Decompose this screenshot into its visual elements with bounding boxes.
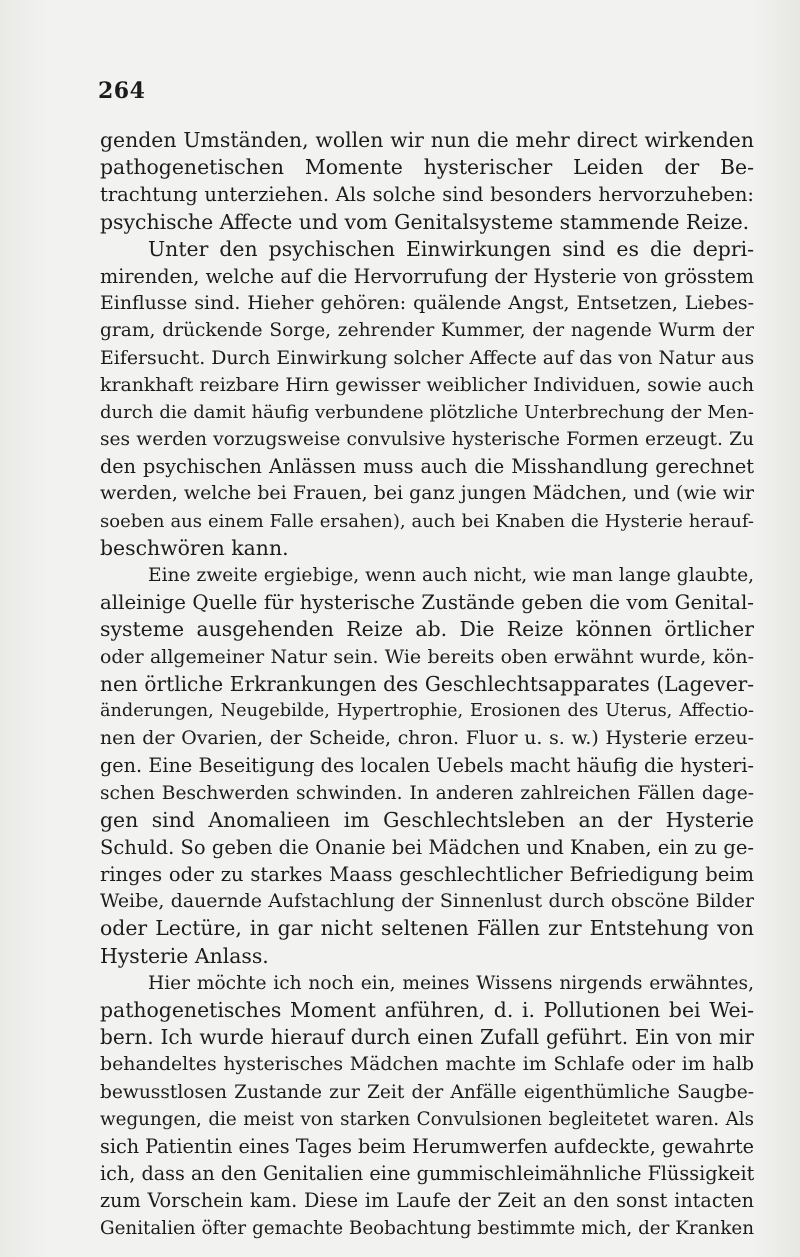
text-line: ses werden vorzugsweise convulsive hysterische Formen erzeugt. Zu — [100, 429, 754, 451]
text-line: genden Umständen, wollen wir nun die mehr direct wirkenden — [100, 128, 754, 152]
text-line: soeben aus einem Falle ersahen), auch bei Knaben die Hysterie herauf- — [100, 510, 754, 532]
page-number: 264 — [98, 78, 146, 104]
text-line: nen der Ovarien, der Scheide, chron. Fluor u. s. w.) Hysterie erzeu- — [100, 727, 754, 750]
text-line: wegungen, die meist von starken Convulsionen begleitetet waren. Als — [100, 1108, 754, 1130]
text-line: Schuld. So geben die Onanie bei Mädchen und Knaben, ein zu ge- — [100, 835, 754, 859]
text-line: änderungen, Neugebilde, Hypertrophie, Erosionen des Uterus, Affectio- — [100, 700, 754, 721]
text-line: Weibe, dauernde Aufstachlung der Sinnenlust durch obscöne Bilder — [100, 890, 754, 913]
text-line: psychische Affecte und vom Genitalsysteme stammende Reize. — [100, 209, 750, 234]
text-line: sich Patientin eines Tages beim Herumwerfen aufdeckte, gewahrte — [100, 1134, 754, 1158]
text-line: behandeltes hysterisches Mädchen machte im Schlafe oder im halb — [100, 1053, 754, 1076]
text-line: Hysterie Anlass. — [100, 943, 269, 968]
text-line: oder allgemeiner Natur sein. Wie bereits oben erwähnt wurde, kön- — [100, 645, 754, 668]
text-line: Hier möchte ich noch ein, meines Wissens nirgends erwähntes, — [148, 972, 754, 994]
text-line: den psychischen Anlässen muss auch die Misshandlung gerechnet — [100, 455, 754, 479]
text-line: Genitalien öfter gemachte Beobachtung bestimmte mich, der Kranken — [100, 1217, 754, 1239]
text-line: bewusstlosen Zustande zur Zeit der Anfälle eigenthümliche Saugbe- — [100, 1081, 754, 1103]
text-line: zum Vorschein kam. Diese im Laufe der Zeit an den sonst intacten — [100, 1189, 754, 1213]
text-line: pathogenetischen Momente hysterischer Leiden der Be- — [100, 155, 754, 180]
text-line: ringes oder zu starkes Maass geschlechtlicher Befriedigung beim — [100, 863, 754, 887]
text-line: Eine zweite ergiebige, wenn auch nicht, wie man lange glaubte, — [148, 565, 754, 586]
text-line: krankhaft reizbare Hirn gewisser weiblicher Individuen, sowie auch — [100, 373, 754, 396]
text-line: werden, welche bei Frauen, bei ganz jungen Mädchen, und (wie wir — [100, 482, 754, 505]
text-line: systeme ausgehenden Reize ab. Die Reize können örtlicher — [100, 617, 754, 642]
text-line: ich, dass an den Genitalien eine gummischleimähnliche Flüssigkeit — [100, 1162, 754, 1186]
body-text — [100, 127, 754, 1242]
text-line: pathogenetisches Moment anführen, d. i. Pollutionen bei Wei- — [100, 998, 754, 1022]
text-line: alleinige Quelle für hysterische Zustände geben die vom Genital- — [100, 591, 754, 615]
text-line: beschwören kann. — [100, 535, 289, 560]
text-line: bern. Ich wurde hierauf durch einen Zufall geführt. Ein von mir — [100, 1025, 754, 1050]
text-line: mirenden, welche auf die Hervorrufung der Hysterie von grösstem — [100, 264, 754, 288]
text-line: Einflusse sind. Hieher gehören: quälende Angst, Entsetzen, Liebes- — [100, 292, 754, 315]
text-line: gram, drückende Sorge, zehrender Kummer, der nagende Wurm der — [100, 320, 754, 342]
text-line: Unter den psychischen Einwirkungen sind es die depri- — [148, 236, 754, 261]
text-line: durch die damit häufig verbundene plötzliche Unterbrechung der Men- — [100, 401, 754, 423]
text-line: gen sind Anomalieen im Geschlechtsleben an der Hysterie — [100, 807, 754, 832]
text-line: trachtung unterziehen. Als solche sind besonders hervorzuheben: — [100, 183, 754, 207]
text-line: oder Lectüre, in gar nicht seltenen Fällen zur Entstehung von — [100, 916, 754, 941]
text-line: Eifersucht. Durch Einwirkung solcher Affecte auf das von Natur aus — [100, 346, 754, 369]
text-line: gen. Eine Beseitigung des localen Uebels macht häufig die hysteri- — [100, 754, 754, 778]
text-line: nen örtliche Erkrankungen des Geschlechtsapparates (Lagever- — [100, 671, 754, 696]
text-line: schen Beschwerden schwinden. In anderen zahlreichen Fällen dage- — [100, 782, 754, 804]
